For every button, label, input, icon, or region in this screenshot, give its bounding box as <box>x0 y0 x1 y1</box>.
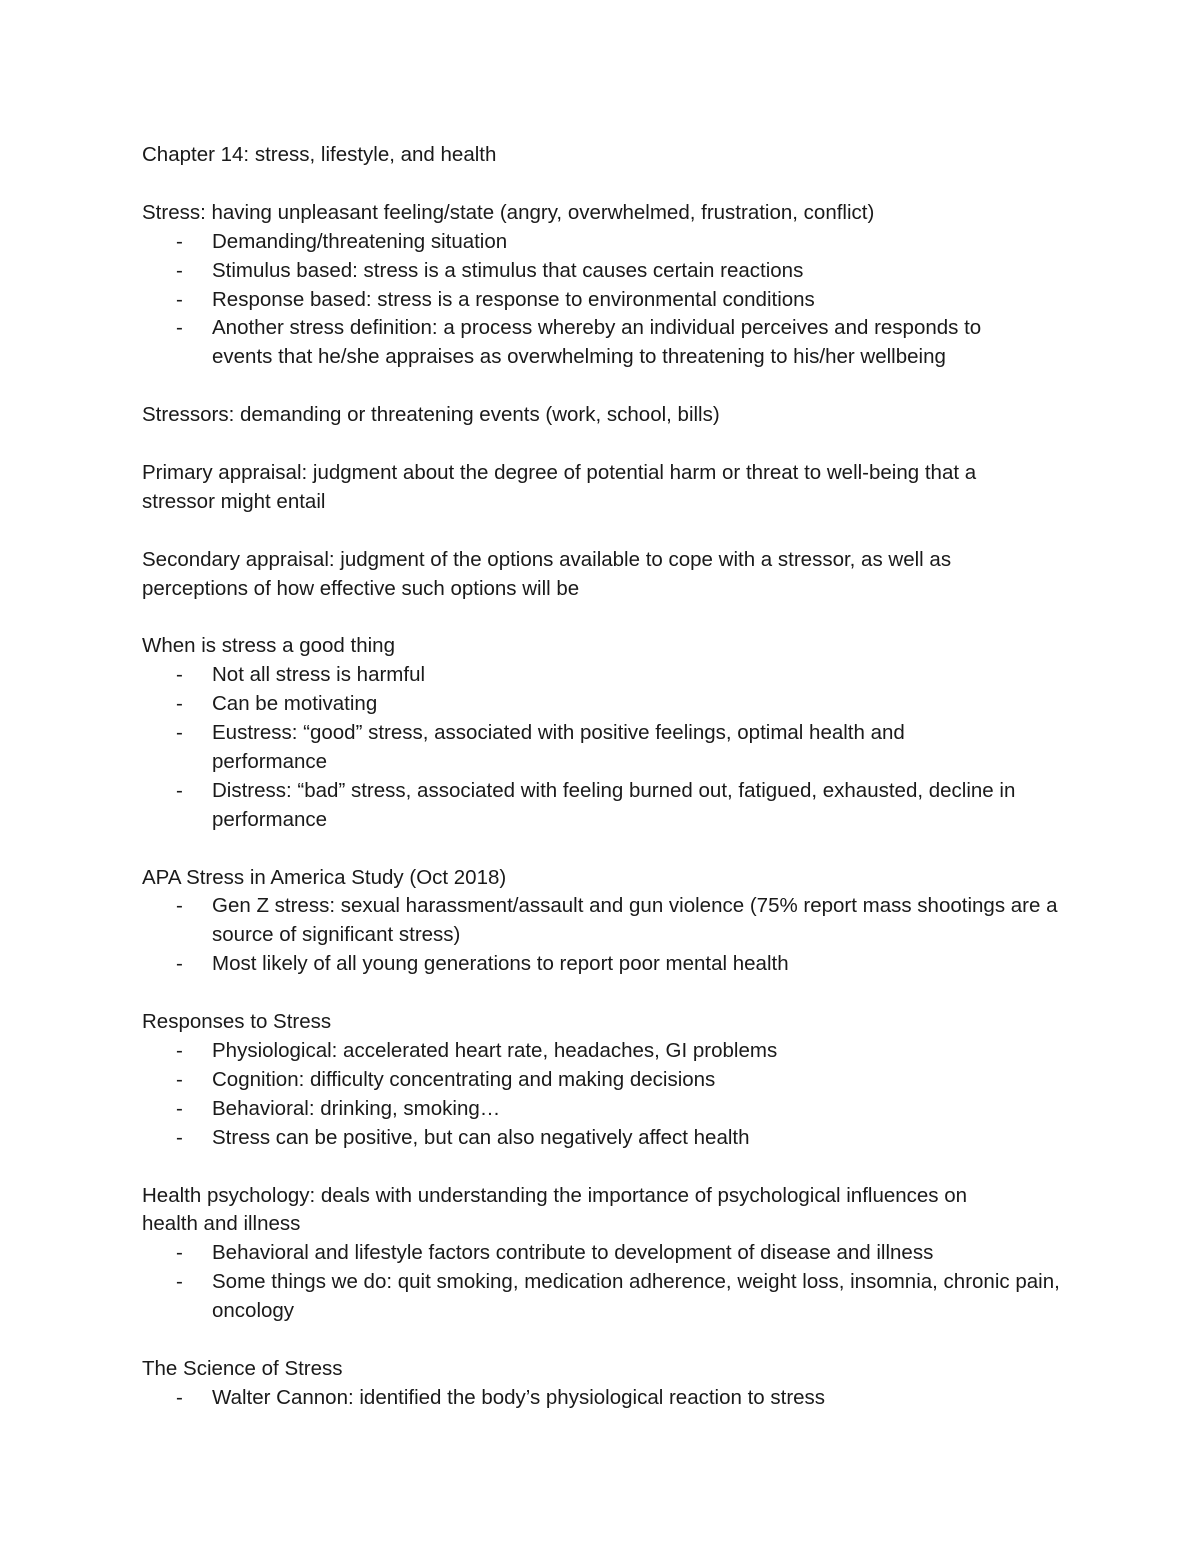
good-stress-heading: When is stress a good thing <box>142 634 395 658</box>
list-item <box>142 228 1072 257</box>
responses-bullet-list <box>142 1037 1072 1153</box>
bullet-dash: - <box>176 1241 183 1265</box>
list-item <box>142 1384 1072 1413</box>
health-psychology-bullet-list <box>142 1239 1072 1326</box>
bullet-dash: - <box>176 894 183 918</box>
responses-heading: Responses to Stress <box>142 1010 332 1034</box>
list-item-text: Behavioral: drinking, smoking… <box>212 1096 501 1120</box>
spacer <box>142 1326 1072 1355</box>
document-page <box>142 141 1072 1413</box>
list-item <box>142 661 1072 690</box>
list-item <box>142 1095 1072 1124</box>
list-item <box>142 314 1037 372</box>
list-item-text: Walter Cannon: identified the body’s physiological reaction to stress <box>212 1385 826 1409</box>
list-item <box>142 690 1072 719</box>
apa-study-heading: APA Stress in America Study (Oct 2018) <box>142 865 507 889</box>
apa-study-bullet-list <box>142 892 1072 979</box>
list-item-text: Physiological: accelerated heart rate, headaches, GI problems <box>212 1038 778 1062</box>
bullet-dash: - <box>176 1038 183 1062</box>
list-item-text: Stress can be positive, but can also negatively affect health <box>212 1125 750 1149</box>
chapter-title: Chapter 14: stress, lifestyle, and health <box>142 143 497 166</box>
spacer <box>142 979 1072 1008</box>
list-item <box>142 257 1072 286</box>
spacer <box>142 170 1072 199</box>
bullet-dash: - <box>176 952 183 976</box>
list-item-text: Another stress definition: a process whereby an individual perceives and responds to events that he/she appraises as overwhelming to threatening to his/her wellbeing <box>212 316 982 369</box>
stress-bullet-list <box>142 228 1072 373</box>
bullet-dash: - <box>176 1096 183 1120</box>
bullet-dash: - <box>176 778 183 802</box>
list-item-text: Not all stress is harmful <box>212 663 426 687</box>
list-item <box>142 1124 1072 1153</box>
list-item <box>142 777 1067 835</box>
bullet-dash: - <box>176 1067 183 1091</box>
list-item <box>142 950 1072 979</box>
spacer <box>142 430 1072 459</box>
health-psychology-heading: Health psychology: deals with understanding the importance of psychological influences on health and illness <box>142 1183 968 1236</box>
stressors-definition: Stressors: demanding or threatening events (work, school, bills) <box>142 403 720 427</box>
good-stress-bullet-list <box>142 661 1072 834</box>
spacer <box>142 372 1072 401</box>
list-item-text: Distress: “bad” stress, associated with feeling burned out, fatigued, exhausted, decline in performance <box>212 778 1016 831</box>
bullet-dash: - <box>176 1270 183 1294</box>
bullet-dash: - <box>176 229 183 253</box>
list-item <box>142 1037 1072 1066</box>
list-item <box>142 1268 1127 1326</box>
list-item-text: Demanding/threatening situation <box>212 229 508 253</box>
list-item <box>142 719 1022 777</box>
list-item-text: Gen Z stress: sexual harassment/assault and gun violence (75% report mass shootings are a source of significant stress) <box>212 894 1058 947</box>
science-of-stress-heading: The Science of Stress <box>142 1356 343 1380</box>
science-of-stress-bullet-list <box>142 1384 1072 1413</box>
list-item <box>142 286 1072 315</box>
bullet-dash: - <box>176 287 183 311</box>
bullet-dash: - <box>176 1125 183 1149</box>
spacer <box>142 517 1072 546</box>
list-item-text: Stimulus based: stress is a stimulus that causes certain reactions <box>212 258 804 282</box>
list-item-text: Eustress: “good” stress, associated with positive feelings, optimal health and performance <box>212 721 905 773</box>
list-item-text: Can be motivating <box>212 692 378 716</box>
list-item <box>142 1239 1072 1268</box>
list-item-text: Cognition: difficulty concentrating and making decisions <box>212 1067 716 1091</box>
list-item-text: Response based: stress is a response to environmental conditions <box>212 287 815 311</box>
bullet-dash: - <box>176 692 183 716</box>
list-item-text: Most likely of all young generations to report poor mental health <box>212 952 789 976</box>
bullet-dash: - <box>176 663 183 687</box>
primary-appraisal-definition: Primary appraisal: judgment about the degree of potential harm or threat to well-being that a stressor might entail <box>142 460 977 513</box>
bullet-dash: - <box>176 1385 183 1409</box>
stress-heading: Stress: having unpleasant feeling/state (angry, overwhelmed, frustration, conflict) <box>142 200 875 224</box>
spacer <box>142 1153 1072 1182</box>
list-item <box>142 892 1102 950</box>
list-item-text: Behavioral and lifestyle factors contribute to development of disease and illness <box>212 1241 934 1265</box>
spacer <box>142 603 1072 632</box>
bullet-dash: - <box>176 316 183 340</box>
list-item <box>142 1066 1072 1095</box>
secondary-appraisal-definition: Secondary appraisal: judgment of the options available to cope with a stressor, as well as perceptions of how effective such options will be <box>142 547 952 600</box>
list-item-text: Some things we do: quit smoking, medication adherence, weight loss, insomnia, chronic pain, oncology <box>212 1270 1060 1323</box>
spacer <box>142 835 1072 864</box>
bullet-dash: - <box>176 721 183 745</box>
bullet-dash: - <box>176 258 183 282</box>
